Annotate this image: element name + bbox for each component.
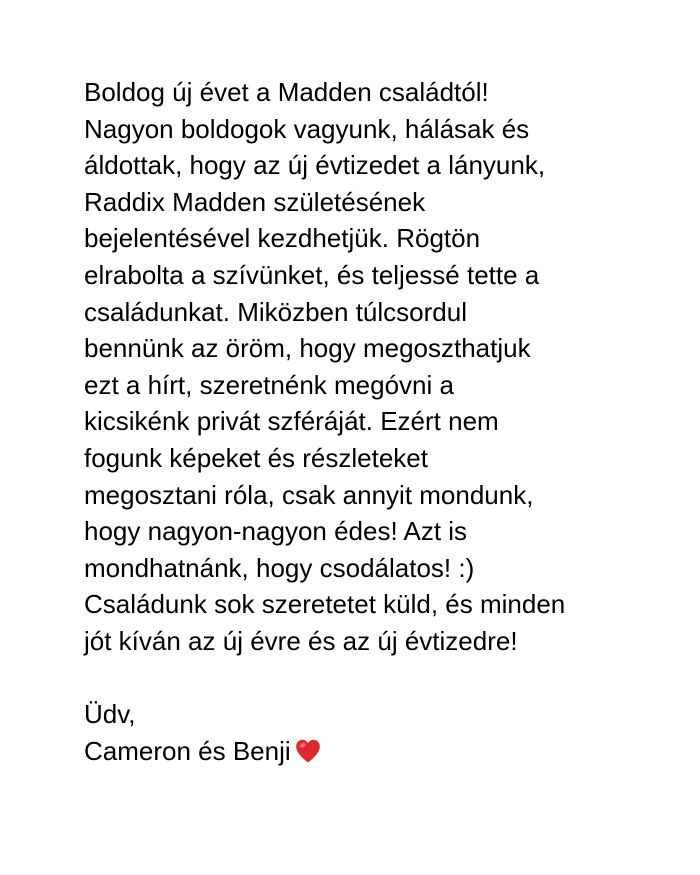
letter	[84, 74, 664, 769]
letter-line: jót kíván az új évre és az új évtizedre!	[84, 625, 518, 656]
signature-line	[84, 733, 664, 770]
letter-line: bennünk az öröm, hogy megoszthatjuk	[84, 333, 531, 364]
red-heart-icon	[294, 738, 322, 764]
letter-line: hogy nagyon-nagyon édes! Azt is	[84, 516, 468, 547]
letter-line: Családunk sok szeretetet küld, és minden	[84, 589, 566, 620]
letter-line: fogunk képeket és részleteket	[84, 442, 428, 473]
greeting: Üdv,	[84, 699, 136, 730]
letter-line: bejelentésével kezdhetjük. Rögtön	[84, 223, 481, 254]
paragraph-spacer	[84, 660, 664, 697]
letter-line: megosztani róla, csak annyit mondunk,	[84, 479, 534, 510]
signature: Cameron és Benji	[84, 735, 291, 766]
letter-line: kicsikénk privát szféráját. Ezért nem	[84, 406, 499, 437]
letter-line: Raddix Madden születésének	[84, 186, 426, 217]
letter-line: családunkat. Miközben túlcsordul	[84, 296, 467, 327]
letter-line: áldottak, hogy az új évtizedet a lányunk,	[84, 150, 546, 181]
letter-line: Boldog új évet a Madden családtól!	[84, 77, 489, 107]
letter-line: Nagyon boldogok vagyunk, hálásak és	[84, 113, 530, 144]
letter-line: elrabolta a szívünket, és teljessé tette a	[84, 259, 540, 290]
letter-line: mondhatnánk, hogy csodálatos! :)	[84, 552, 475, 583]
letter-line: ezt a hírt, szeretnénk megóvni a	[84, 369, 454, 400]
